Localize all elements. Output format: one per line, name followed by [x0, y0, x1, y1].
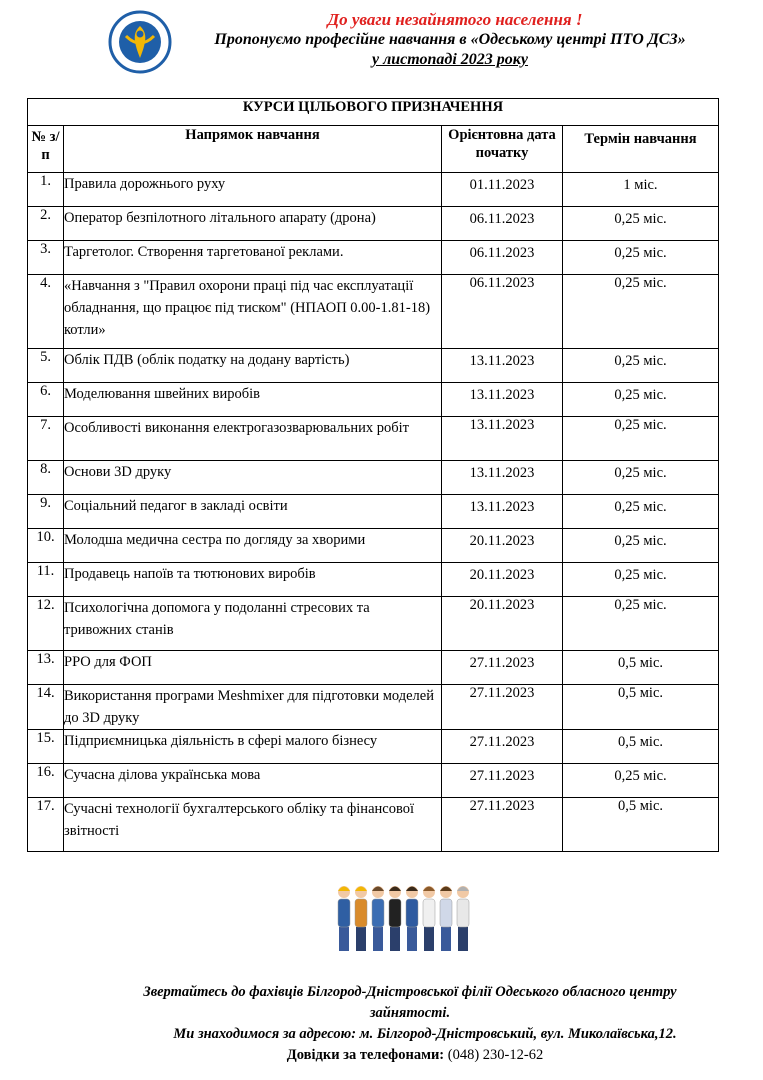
header-date: Орієнтовна дата початку [442, 126, 563, 173]
start-date: 27.11.2023 [442, 798, 563, 852]
table-row [28, 383, 719, 417]
row-number: 11. [28, 563, 64, 597]
worker-figure [406, 886, 418, 951]
table-row [28, 417, 719, 461]
row-number: 6. [28, 383, 64, 417]
start-date: 13.11.2023 [442, 461, 563, 495]
row-number: 1. [28, 173, 64, 207]
course-name: Сучасні технології бухгалтерського обліку та фінансової звітності [64, 798, 442, 852]
duration: 0,25 міс. [563, 417, 719, 461]
start-date: 20.11.2023 [442, 563, 563, 597]
worker-figure [423, 886, 435, 951]
start-date: 27.11.2023 [442, 685, 563, 730]
duration: 0,25 міс. [563, 597, 719, 651]
course-name: Підприємницька діяльність в сфері малого бізнесу [64, 730, 442, 764]
table-row [28, 563, 719, 597]
table-row [28, 597, 719, 651]
row-number: 5. [28, 349, 64, 383]
start-date: 06.11.2023 [442, 241, 563, 275]
duration: 0,5 міс. [563, 651, 719, 685]
start-date: 20.11.2023 [442, 529, 563, 563]
duration: 0,25 міс. [563, 529, 719, 563]
duration: 0,25 міс. [563, 349, 719, 383]
table-title-row [28, 99, 719, 126]
worker-figure [372, 886, 384, 951]
row-number: 15. [28, 730, 64, 764]
row-number: 7. [28, 417, 64, 461]
start-date: 06.11.2023 [442, 207, 563, 241]
worker-figure [457, 886, 469, 951]
course-name: Правила дорожнього руху [64, 173, 442, 207]
row-number: 12. [28, 597, 64, 651]
duration: 0,25 міс. [563, 764, 719, 798]
table-row [28, 349, 719, 383]
duration: 0,25 міс. [563, 241, 719, 275]
courses-table [27, 98, 719, 852]
course-name: Таргетолог. Створення таргетованої реклами. [64, 241, 442, 275]
start-date: 27.11.2023 [442, 730, 563, 764]
table-row [28, 275, 719, 349]
course-name: Основи 3D друку [64, 461, 442, 495]
header-num: № з/п [28, 126, 64, 173]
phone-label: Довідки за телефонами: [286, 1047, 445, 1063]
contact-invitation: Звертайтесь до фахівців Білгород-Дністровської філії Одеського обласного центру зайнятості. [143, 984, 677, 1021]
row-number: 13. [28, 651, 64, 685]
offer-line: Пропонуємо професійне навчання в «Одеському центрі ПТО ДСЗ» [214, 31, 686, 48]
announcement-header [180, 10, 720, 70]
logo-emblem-icon [108, 10, 172, 74]
course-name: Психологічна допомога у подоланні стресових та тривожних станів [64, 597, 442, 651]
course-name: Соціальний педагог в закладі освіти [64, 495, 442, 529]
attention-line: До уваги незайнятого населення ! [327, 10, 583, 29]
worker-figure [440, 886, 452, 951]
course-name: РРО для ФОП [64, 651, 442, 685]
contact-phone-line [110, 1045, 710, 1066]
table-row [28, 207, 719, 241]
course-name: Оператор безпілотного літального апарату (дрона) [64, 207, 442, 241]
table-body [28, 173, 719, 852]
table-row [28, 173, 719, 207]
course-name: Продавець напоїв та тютюнових виробів [64, 563, 442, 597]
table-row [28, 495, 719, 529]
contact-address: Ми знаходимося за адресою: м. Білгород-Дністровський, вул. Миколаївська,12. [173, 1026, 677, 1042]
table-row [28, 685, 719, 730]
contact-footer [110, 982, 710, 1066]
duration: 1 міс. [563, 173, 719, 207]
start-date: 13.11.2023 [442, 417, 563, 461]
start-date: 20.11.2023 [442, 597, 563, 651]
table-row [28, 730, 719, 764]
header-direction: Напрямок навчання [64, 126, 442, 173]
table-row [28, 764, 719, 798]
duration: 0,5 міс. [563, 730, 719, 764]
row-number: 9. [28, 495, 64, 529]
row-number: 3. [28, 241, 64, 275]
phone-number: (048) 230-12-62 [447, 1047, 544, 1063]
table-row [28, 651, 719, 685]
course-name: Використання програми Meshmixer для підготовки моделей до 3D друку [64, 685, 442, 730]
row-number: 16. [28, 764, 64, 798]
duration: 0,25 міс. [563, 461, 719, 495]
row-number: 8. [28, 461, 64, 495]
course-name: «Навчання з "Правил охорони праці під час експлуатації обладнання, що працює під тиском" (НПАОП 0.00-1.81-18) котли» [64, 275, 442, 349]
workers-group-icon [330, 882, 475, 954]
header-term: Термін навчання [563, 126, 719, 173]
course-name: Облік ПДВ (облік податку на додану вартість) [64, 349, 442, 383]
worker-figure [389, 886, 401, 951]
start-date: 06.11.2023 [442, 275, 563, 349]
duration: 0,5 міс. [563, 798, 719, 852]
duration: 0,25 міс. [563, 495, 719, 529]
table-row [28, 461, 719, 495]
duration: 0,25 міс. [563, 207, 719, 241]
table-row [28, 798, 719, 852]
worker-figure [338, 886, 350, 951]
duration: 0,5 міс. [563, 685, 719, 730]
row-number: 17. [28, 798, 64, 852]
course-name: Моделювання швейних виробів [64, 383, 442, 417]
course-name: Особливості виконання електрогазозварювальних робіт [64, 417, 442, 461]
row-number: 2. [28, 207, 64, 241]
start-date: 01.11.2023 [442, 173, 563, 207]
duration: 0,25 міс. [563, 563, 719, 597]
table-header-row [28, 126, 719, 173]
worker-figure [355, 886, 367, 951]
start-date: 13.11.2023 [442, 495, 563, 529]
start-date: 27.11.2023 [442, 651, 563, 685]
table-row [28, 529, 719, 563]
duration: 0,25 міс. [563, 383, 719, 417]
start-date: 13.11.2023 [442, 383, 563, 417]
table-title: КУРСИ ЦІЛЬОВОГО ПРИЗНАЧЕННЯ [28, 99, 719, 126]
start-date: 13.11.2023 [442, 349, 563, 383]
row-number: 14. [28, 685, 64, 730]
row-number: 4. [28, 275, 64, 349]
duration: 0,25 міс. [563, 275, 719, 349]
table-row [28, 241, 719, 275]
course-name: Молодша медична сестра по догляду за хворими [64, 529, 442, 563]
employment-service-logo [108, 10, 172, 74]
start-date: 27.11.2023 [442, 764, 563, 798]
professions-illustration [330, 882, 475, 954]
course-name: Сучасна ділова українська мова [64, 764, 442, 798]
row-number: 10. [28, 529, 64, 563]
period-line: у листопаді 2023 року [371, 51, 529, 68]
